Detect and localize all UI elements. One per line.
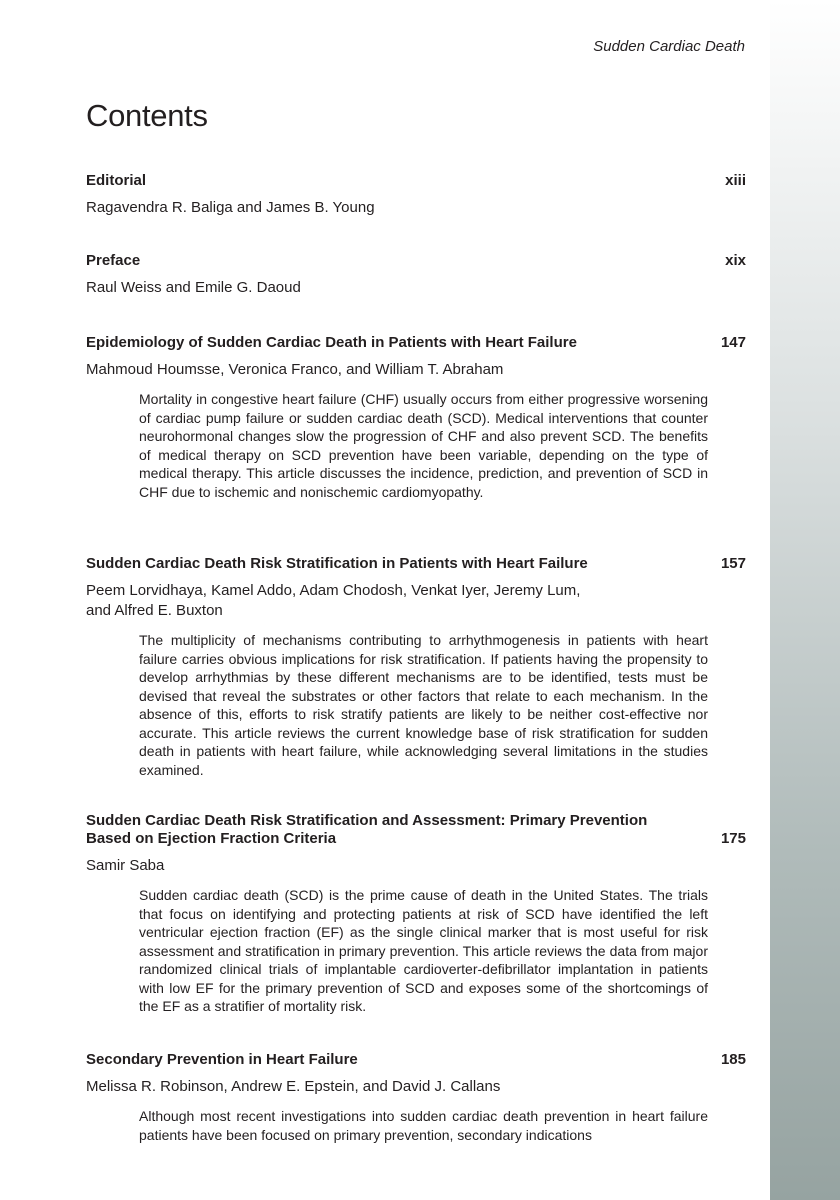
entry-abstract: The multiplicity of mechanisms contributing to arrhythmogenesis in patients with heart failure carries obvious implications for risk stratification. If patients having the propensity to develop arrhythmias by these different mechanisms are to be identified, tests must be devised that reveal the substrates or other factors that relate to each mechanism. In the absence of this, efforts to risk stratify patients are likely to be neither cost-effective nor accurate. This article reviews the current knowledge base of risk stratification for sudden death in patients with heart failure, while acknowledging several limitations in the studies examined. [139, 632, 708, 778]
entry-page-number[interactable]: xiii [725, 172, 746, 189]
toc-entry-editorial [86, 172, 746, 218]
entry-authors-line: Peem Lorvidhaya, Kamel Addo, Adam Chodosh, Venkat Iyer, Jeremy Lum, [86, 582, 581, 599]
entry-page-number[interactable]: 147 [720, 334, 746, 351]
entry-title-line: Sudden Cardiac Death Risk Stratification and Assessment: Primary Prevention [86, 812, 648, 829]
toc-entry-secondary-prevention [86, 1051, 746, 1144]
entry-authors: Raul Weiss and Emile G. Daoud [86, 279, 301, 296]
entry-authors: Ragavendra R. Baliga and James B. Young [86, 199, 375, 216]
entry-title[interactable]: Sudden Cardiac Death Risk Stratification in Patients with Heart Failure [86, 555, 588, 572]
entry-page-number[interactable]: xix [725, 252, 746, 269]
toc-entry-primary-prevention [86, 812, 746, 1016]
entry-heading [86, 812, 746, 848]
entry-heading [86, 172, 746, 190]
entry-authors-line: and Alfred E. Buxton [86, 602, 223, 619]
entry-title[interactable] [86, 812, 686, 848]
entry-authors [86, 581, 746, 621]
toc-entry-epidemiology [86, 334, 746, 501]
page-title: Contents [86, 98, 208, 133]
entry-authors: Melissa R. Robinson, Andrew E. Epstein, and David J. Callans [86, 1078, 501, 1095]
side-color-band [770, 0, 840, 1200]
entry-title[interactable]: Secondary Prevention in Heart Failure [86, 1051, 358, 1068]
entry-heading [86, 555, 746, 573]
entry-title[interactable]: Preface [86, 252, 141, 269]
entry-abstract: Mortality in congestive heart failure (CHF) usually occurs from either progressive worsening of cardiac pump failure or sudden cardiac death (SCD). Medical interventions that counter neurohormonal changes slow the progression of CHF and also prevent SCD. The benefits of medical therapy on SCD prevention have been variable, depending on the type of medical therapy. This article discusses the incidence, prediction, and prevention of SCD in CHF due to ischemic and nonischemic cardiomyopathy. [139, 391, 708, 500]
entry-abstract: Sudden cardiac death (SCD) is the prime cause of death in the United States. The trials that focus on identifying and protecting patients at risk of SCD have identified the left ventricular ejection fraction (EF) as the single clinical marker that is most useful for risk assessment and stratification in primary prevention. This article reviews the data from major randomized clinical trials of implantable cardioverter-defibrillator implantation in patients with low EF for the primary prevention of SCD and exposes some of the shortcomings of the EF as a stratifier of mortality risk. [139, 887, 708, 1014]
entry-page-number[interactable]: 185 [720, 1051, 746, 1068]
entry-authors: Samir Saba [86, 857, 165, 874]
entry-authors: Mahmoud Houmsse, Veronica Franco, and William T. Abraham [86, 361, 504, 378]
running-head: Sudden Cardiac Death [593, 38, 745, 55]
toc-entry-preface [86, 252, 746, 298]
entry-heading [86, 252, 746, 270]
entry-abstract: Although most recent investigations into sudden cardiac death prevention in heart failure patients have been focused on primary prevention, secondary indications [139, 1108, 708, 1143]
toc-entry-risk-stratification [86, 555, 746, 779]
entry-title-line: Based on Ejection Fraction Criteria [86, 830, 337, 847]
entry-page-number[interactable]: 175 [720, 830, 746, 847]
entry-page-number[interactable]: 157 [720, 555, 746, 572]
entry-heading [86, 334, 746, 352]
entry-title[interactable]: Epidemiology of Sudden Cardiac Death in Patients with Heart Failure [86, 334, 577, 351]
entry-heading [86, 1051, 746, 1069]
entry-title[interactable]: Editorial [86, 172, 147, 189]
